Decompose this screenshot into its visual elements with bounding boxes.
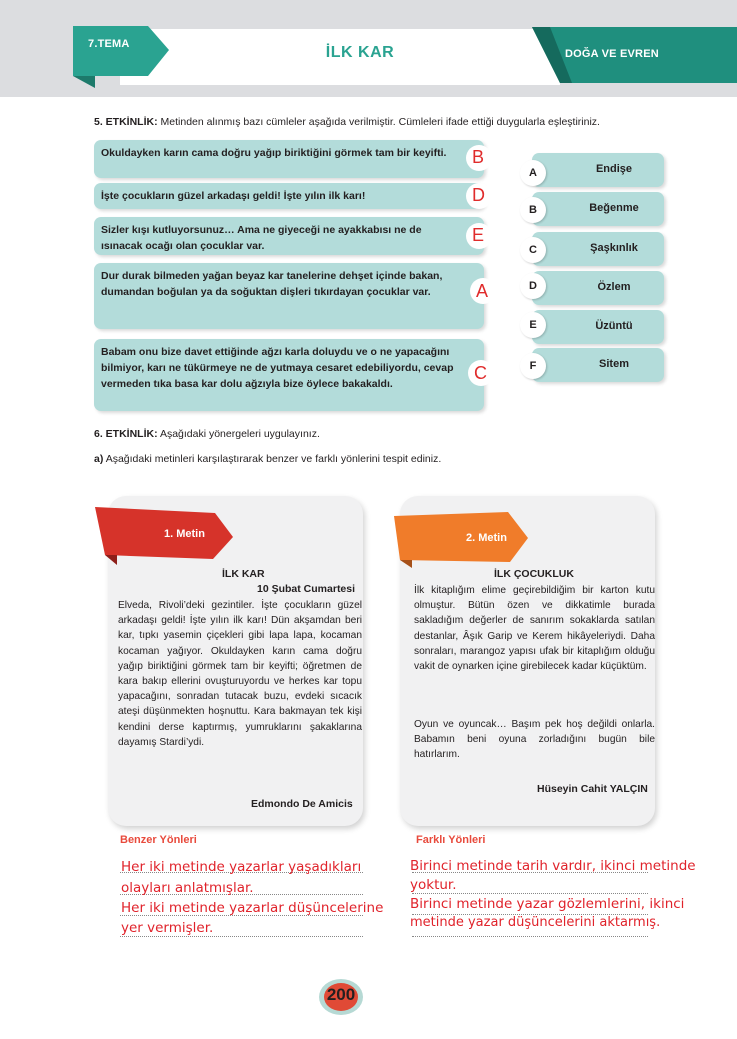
theme-number: 7.TEMA xyxy=(88,38,130,50)
sentence-text-5: Babam onu bize davet ettiğinde ağzı karla doluydu ve o ne yapacağını bilmiyor, karı ne tükürmeye ne de yutmaya cesaret edebiliyordu, cevap vermeden tıka basa kar dolu ağzıyla bize öylece bakakaldı. xyxy=(101,346,454,390)
text2-author: Hüseyin Cahit YALÇIN xyxy=(537,783,648,795)
different-answer-line-4: metinde yazar düşüncelerini aktarmış. xyxy=(410,915,661,930)
sentence-box-3 xyxy=(94,217,484,255)
emotion-label-c: Şaşkınlık xyxy=(590,242,638,254)
sentence-text-1: Okuldayken karın cama doğru yağıp biriktiğini görmek tam bir keyifti. xyxy=(101,147,447,159)
text2-body-1: İlk kitaplığım elime geçirebildiğim bir karton kutu olmuştur. Bütün özen ve dikkatimle burada sakladığım değerler de sanırım sokaklarda satılan destanlar, Âşık Garip ve Kerem hikâyeleriydi. Daha sonraları, marangoz yapısı ufak bir kitaplığım olduğu vakit de oynarken içine girebilecek kadar küçüktüm. xyxy=(414,585,655,673)
page-title: İLK KAR xyxy=(325,44,395,61)
emotion-letter-b: B xyxy=(520,197,546,223)
text2-tab-label: 2. Metin xyxy=(466,532,507,544)
emotion-label-b: Beğenme xyxy=(589,202,639,214)
emotion-box-a xyxy=(532,153,664,187)
theme-number-ribbon xyxy=(73,18,173,88)
similar-answer-line-1: Her iki metinde yazarlar yaşadıkları xyxy=(121,859,362,875)
activity5-label: 5. ETKİNLİK: xyxy=(94,116,158,128)
different-heading: Farklı Yönleri xyxy=(416,834,486,846)
activity6-instruction xyxy=(94,428,694,441)
activity6a-label: a) xyxy=(94,453,104,465)
emotion-box-c xyxy=(532,232,664,266)
answer-letter-1: B xyxy=(472,147,485,167)
activity5-instruction xyxy=(94,116,694,129)
emotion-label-e: Üzüntü xyxy=(595,320,633,332)
different-dotted-line-2 xyxy=(412,893,648,894)
answer-letter-4: A xyxy=(476,281,489,301)
emotion-letter-f: F xyxy=(520,353,546,379)
similar-answer-line-2: olayları anlatmışlar. xyxy=(121,880,254,896)
page-number: 200 xyxy=(326,985,356,1004)
activity5-text: Metinden alınmış bazı cümleler aşağıda verilmiştir. Cümleleri ifade ettiği duygularla eşleştiriniz. xyxy=(160,116,600,128)
emotion-label-f: Sitem xyxy=(599,358,629,370)
activity6a-instruction xyxy=(94,453,694,466)
different-answer-line-3: Birinci metinde yazar gözlemlerini, ikinci xyxy=(410,896,685,912)
emotion-letter-e: E xyxy=(520,312,546,338)
emotion-label-d: Özlem xyxy=(597,281,631,293)
sentence-box-4 xyxy=(94,263,484,329)
sentence-text-2: İşte çocukların güzel arkadaşı geldi! İşte yılın ilk karı! xyxy=(101,190,366,202)
similar-heading: Benzer Yönleri xyxy=(120,834,197,846)
emotion-box-e xyxy=(532,310,664,344)
sentence-text-3: Sizler kışı kutluyorsunuz… Ama ne giyeceği ne ayakkabısı ne de ısınacak ocağı olan çocuklar var. xyxy=(101,224,422,252)
emotion-letter-d: D xyxy=(520,273,546,299)
text2-ribbon xyxy=(390,508,530,568)
emotion-box-b xyxy=(532,192,664,226)
different-dotted-line-4 xyxy=(412,936,648,937)
emotion-box-f xyxy=(532,348,664,382)
activity6-text: Aşağıdaki yönergeleri uygulayınız. xyxy=(159,428,320,440)
emotion-label-a: Endişe xyxy=(595,163,633,175)
similar-dotted-line-4 xyxy=(120,936,363,937)
text1-title: İLK KAR xyxy=(222,568,265,580)
emotion-box-d xyxy=(532,271,664,305)
answer-letter-3: E xyxy=(472,225,485,245)
activity6a-text: Aşağıdaki metinleri karşılaştırarak benzer ve farklı yönlerini tespit ediniz. xyxy=(105,453,442,465)
sentence-box-1 xyxy=(94,140,484,178)
text1-body: Elveda, Rivoli’deki gezintiler. İşte çocukların güzel arkadaşı geldi! İşte yılın ilk karı! Dün akşamdan beri kar, tıpkı yasemin çiçekleri gibi lapa lapa, kocaman kocaman yağıyor. Okuldayken karın cama doğru yağıp biriktiğini görmek tam bir keyifti; öğretmen de kara bakıp ellerini ovuşturuyordu ve herkes kar topu yapacağını, sonradan tutacak buzu, evdeki sıcacık ateşi düşünmekten hoşnuttu. Kara bakmayan tek kişi kendini derse kaptırmış, yumruklarını şakaklarına dayamış Stardi’ydi. xyxy=(118,600,362,748)
text1-tab-label: 1. Metin xyxy=(164,528,205,540)
different-answer-line-1: Birinci metinde tarih vardır, ikinci metinde xyxy=(410,858,696,874)
text2-body-2: Oyun ve oyuncak… Başım pek hoş değildi onlarla. Babamın beni oyuna zorladığını bugün bile hatırlarım. xyxy=(414,719,655,761)
similar-answer-line-4: yer vermişler. xyxy=(121,920,214,936)
emotion-letter-c: C xyxy=(520,237,546,263)
sentence-text-4: Dur durak bilmeden yağan beyaz kar tanelerine dehşet içinde bakan, dumandan boğulan ya da soğuktan dişleri tıkırdayan çocuklar var. xyxy=(101,270,443,298)
text1-date: 10 Şubat Cumartesi xyxy=(257,583,356,595)
sentence-box-2 xyxy=(94,183,484,209)
answer-letter-2: D xyxy=(472,185,485,205)
emotion-letter-a: A xyxy=(520,160,546,186)
similar-answer-line-3: Her iki metinde yazarlar düşüncelerine xyxy=(121,900,384,916)
sentence-box-5 xyxy=(94,339,484,411)
different-answer-line-2: yoktur. xyxy=(410,877,457,893)
theme-name: DOĞA VE EVREN xyxy=(565,48,659,60)
activity6-label: 6. ETKİNLİK: xyxy=(94,428,158,440)
text2-title: İLK ÇOCUKLUK xyxy=(494,568,574,580)
answer-letter-5: C xyxy=(474,363,487,383)
text1-author: Edmondo De Amicis xyxy=(251,798,353,810)
